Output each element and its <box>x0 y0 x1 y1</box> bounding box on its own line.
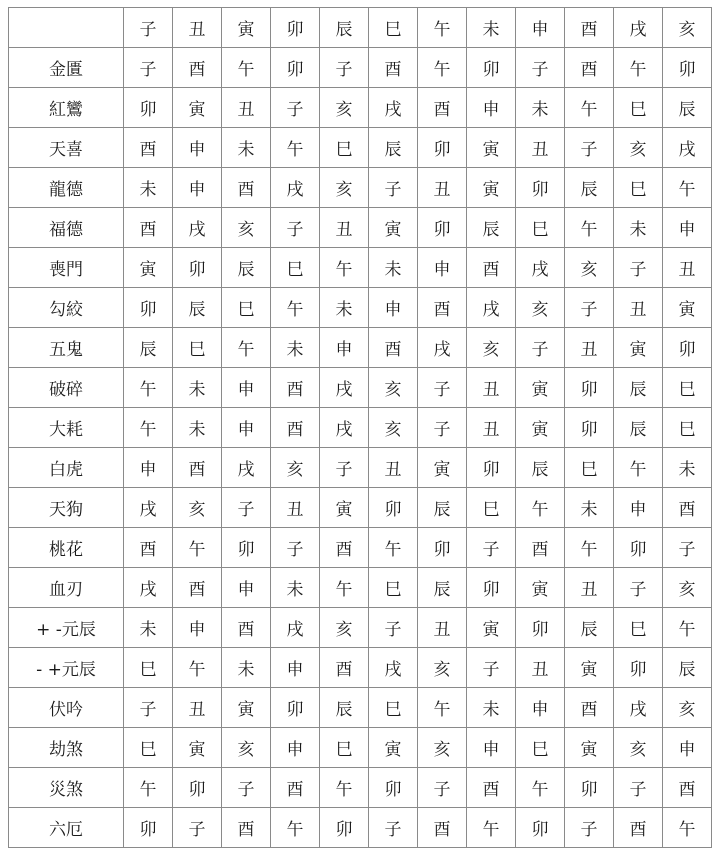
table-cell: 卯 <box>124 808 173 848</box>
table-row <box>9 288 712 328</box>
table-cell: 戌 <box>124 488 173 528</box>
table-cell: 卯 <box>369 488 418 528</box>
table-cell: 申 <box>369 288 418 328</box>
table-cell: 丑 <box>516 648 565 688</box>
table-cell: 酉 <box>369 328 418 368</box>
table-cell: 午 <box>565 528 614 568</box>
row-label: 五鬼 <box>9 328 124 368</box>
table-cell: 子 <box>565 288 614 328</box>
table-cell: 酉 <box>369 48 418 88</box>
table-cell: 戌 <box>614 688 663 728</box>
table-cell: 未 <box>320 288 369 328</box>
table-row <box>9 648 712 688</box>
table-cell: 卯 <box>418 528 467 568</box>
table-cell: 亥 <box>320 168 369 208</box>
table-cell: 子 <box>467 648 516 688</box>
table-cell: 卯 <box>173 768 222 808</box>
row-label: 破碎 <box>9 368 124 408</box>
table-cell: 辰 <box>418 488 467 528</box>
row-label: 大耗 <box>9 408 124 448</box>
table-cell: 子 <box>418 768 467 808</box>
row-label: 天狗 <box>9 488 124 528</box>
table-cell: 酉 <box>418 288 467 328</box>
table-cell: 午 <box>271 808 320 848</box>
table-cell: 寅 <box>369 208 418 248</box>
table-cell: 辰 <box>516 448 565 488</box>
header-cell: 子 <box>124 8 173 48</box>
table-cell: 卯 <box>614 528 663 568</box>
table-cell: 辰 <box>614 408 663 448</box>
table-cell: 未 <box>467 688 516 728</box>
header-cell: 午 <box>418 8 467 48</box>
table-cell: 未 <box>222 648 271 688</box>
table-cell: 子 <box>173 808 222 848</box>
table-cell: 午 <box>369 528 418 568</box>
table-row <box>9 728 712 768</box>
header-cell: 丑 <box>173 8 222 48</box>
table-row <box>9 808 712 848</box>
table-cell: 辰 <box>467 208 516 248</box>
table-cell: 子 <box>320 48 369 88</box>
table-cell: 未 <box>271 568 320 608</box>
table-cell: 申 <box>222 408 271 448</box>
table-cell: 丑 <box>418 168 467 208</box>
table-cell: 酉 <box>418 808 467 848</box>
table-cell: 未 <box>124 168 173 208</box>
table-cell: 巳 <box>516 728 565 768</box>
table-cell: 寅 <box>369 728 418 768</box>
table-cell: 卯 <box>565 768 614 808</box>
table-cell: 子 <box>222 768 271 808</box>
table-cell: 亥 <box>614 128 663 168</box>
header-row <box>9 8 712 48</box>
table-cell: 午 <box>222 328 271 368</box>
table-cell: 辰 <box>614 368 663 408</box>
table-row <box>9 688 712 728</box>
table-cell: 亥 <box>516 288 565 328</box>
table-cell: 辰 <box>565 168 614 208</box>
table-cell: 辰 <box>663 88 712 128</box>
row-label: 白虎 <box>9 448 124 488</box>
table-cell: 亥 <box>320 608 369 648</box>
table-cell: 酉 <box>173 448 222 488</box>
table-cell: 子 <box>271 208 320 248</box>
table-cell: 丑 <box>565 328 614 368</box>
header-cell: 辰 <box>320 8 369 48</box>
table-cell: 子 <box>271 88 320 128</box>
table-cell: 子 <box>565 808 614 848</box>
header-cell: 戌 <box>614 8 663 48</box>
table-row <box>9 608 712 648</box>
table-cell: 子 <box>418 408 467 448</box>
table-cell: 子 <box>614 768 663 808</box>
table-cell: 丑 <box>320 208 369 248</box>
table-cell: 寅 <box>467 168 516 208</box>
table-cell: 寅 <box>516 368 565 408</box>
table-cell: 卯 <box>271 688 320 728</box>
table-cell: 亥 <box>565 248 614 288</box>
table-cell: 亥 <box>369 408 418 448</box>
table-cell: 未 <box>516 88 565 128</box>
table-cell: 申 <box>467 728 516 768</box>
table-cell: 午 <box>418 48 467 88</box>
table-cell: 子 <box>320 448 369 488</box>
table-cell: 申 <box>173 608 222 648</box>
table-cell: 卯 <box>467 48 516 88</box>
table-cell: 辰 <box>222 248 271 288</box>
table-cell: 酉 <box>222 168 271 208</box>
table-cell: 酉 <box>565 688 614 728</box>
table-cell: 卯 <box>222 528 271 568</box>
table-row <box>9 48 712 88</box>
table-cell: 亥 <box>173 488 222 528</box>
table-cell: 酉 <box>663 488 712 528</box>
table-cell: 辰 <box>369 128 418 168</box>
header-cell: 卯 <box>271 8 320 48</box>
table-cell: 酉 <box>467 768 516 808</box>
row-label: 龍德 <box>9 168 124 208</box>
table-cell: 辰 <box>418 568 467 608</box>
table-cell: 未 <box>173 408 222 448</box>
table-cell: 午 <box>320 768 369 808</box>
table-cell: 申 <box>124 448 173 488</box>
table-cell: 申 <box>173 128 222 168</box>
row-label: 金匱 <box>9 48 124 88</box>
table-cell: 戌 <box>320 368 369 408</box>
table-cell: 午 <box>614 48 663 88</box>
table-cell: 午 <box>663 808 712 848</box>
table-cell: 酉 <box>124 208 173 248</box>
table-cell: 巳 <box>369 688 418 728</box>
table-cell: 寅 <box>516 568 565 608</box>
table-cell: 戌 <box>663 128 712 168</box>
table-cell: 酉 <box>663 768 712 808</box>
table-cell: 午 <box>516 488 565 528</box>
table-cell: 酉 <box>320 528 369 568</box>
table-cell: 戌 <box>124 568 173 608</box>
row-label: + -元辰 <box>9 608 124 648</box>
table-cell: 未 <box>271 328 320 368</box>
table-cell: 寅 <box>173 88 222 128</box>
table-cell: 亥 <box>222 208 271 248</box>
table-cell: 子 <box>369 608 418 648</box>
table-cell: 午 <box>663 608 712 648</box>
table-cell: 申 <box>663 728 712 768</box>
table-cell: 亥 <box>418 728 467 768</box>
table-cell: 辰 <box>173 288 222 328</box>
table-cell: 未 <box>565 488 614 528</box>
table-cell: 丑 <box>173 688 222 728</box>
table-cell: 巳 <box>320 128 369 168</box>
table-cell: 寅 <box>663 288 712 328</box>
table-cell: 未 <box>663 448 712 488</box>
table-cell: 戌 <box>369 648 418 688</box>
table-cell: 酉 <box>320 648 369 688</box>
header-cell: 未 <box>467 8 516 48</box>
table-cell: 巳 <box>271 248 320 288</box>
table-cell: 卯 <box>663 328 712 368</box>
table-cell: 申 <box>516 688 565 728</box>
table-cell: 午 <box>565 208 614 248</box>
table-cell: 卯 <box>369 768 418 808</box>
table-cell: 午 <box>271 128 320 168</box>
table-cell: 寅 <box>124 248 173 288</box>
table-cell: 午 <box>663 168 712 208</box>
table-cell: 申 <box>222 368 271 408</box>
table-cell: 子 <box>663 528 712 568</box>
table-cell: 午 <box>173 648 222 688</box>
table-cell: 酉 <box>565 48 614 88</box>
header-cell: 酉 <box>565 8 614 48</box>
header-cell: 亥 <box>663 8 712 48</box>
table-cell: 申 <box>614 488 663 528</box>
table-cell: 亥 <box>222 728 271 768</box>
table-cell: 辰 <box>565 608 614 648</box>
table-cell: 亥 <box>418 648 467 688</box>
table-cell: 午 <box>124 408 173 448</box>
table-cell: 卯 <box>516 808 565 848</box>
table-cell: 未 <box>124 608 173 648</box>
table-cell: 未 <box>222 128 271 168</box>
header-cell: 巳 <box>369 8 418 48</box>
table-cell: 卯 <box>467 568 516 608</box>
table-cell: 戌 <box>467 288 516 328</box>
table-cell: 午 <box>124 368 173 408</box>
table-cell: 午 <box>614 448 663 488</box>
table-cell: 巳 <box>173 328 222 368</box>
table-cell: 辰 <box>124 328 173 368</box>
table-cell: 子 <box>614 568 663 608</box>
table-cell: 寅 <box>565 728 614 768</box>
table-cell: 申 <box>173 168 222 208</box>
table-cell: 子 <box>467 528 516 568</box>
table-cell: 丑 <box>565 568 614 608</box>
corner-cell <box>9 8 124 48</box>
table-cell: 酉 <box>516 528 565 568</box>
table-cell: 卯 <box>320 808 369 848</box>
table-row <box>9 328 712 368</box>
table-cell: 酉 <box>614 808 663 848</box>
table-cell: 子 <box>516 48 565 88</box>
row-label: 六厄 <box>9 808 124 848</box>
row-label: 災煞 <box>9 768 124 808</box>
table-cell: 午 <box>271 288 320 328</box>
table-cell: 子 <box>516 328 565 368</box>
table-cell: 寅 <box>516 408 565 448</box>
table-cell: 寅 <box>614 328 663 368</box>
table-row <box>9 768 712 808</box>
table-cell: 酉 <box>173 568 222 608</box>
row-label: 喪門 <box>9 248 124 288</box>
table-cell: 寅 <box>222 688 271 728</box>
table-cell: 子 <box>124 688 173 728</box>
table-row <box>9 88 712 128</box>
table-cell: 酉 <box>124 528 173 568</box>
table-cell: 子 <box>271 528 320 568</box>
table-cell: 巳 <box>124 648 173 688</box>
table-cell: 寅 <box>320 488 369 528</box>
table-cell: 寅 <box>467 128 516 168</box>
table-cell: 寅 <box>173 728 222 768</box>
table-cell: 卯 <box>516 608 565 648</box>
row-label: 福德 <box>9 208 124 248</box>
table-cell: 午 <box>565 88 614 128</box>
row-label: 勾絞 <box>9 288 124 328</box>
header-cell: 申 <box>516 8 565 48</box>
table-cell: 子 <box>369 808 418 848</box>
table-cell: 戌 <box>271 168 320 208</box>
table-cell: 未 <box>614 208 663 248</box>
table-cell: 丑 <box>467 408 516 448</box>
table-cell: 巳 <box>614 88 663 128</box>
table-row <box>9 408 712 448</box>
table-cell: 巳 <box>663 368 712 408</box>
table-cell: 申 <box>222 568 271 608</box>
table-cell: 卯 <box>516 168 565 208</box>
table-cell: 亥 <box>320 88 369 128</box>
table-cell: 丑 <box>516 128 565 168</box>
table-cell: 午 <box>516 768 565 808</box>
table-cell: 巳 <box>663 408 712 448</box>
table-cell: 巳 <box>565 448 614 488</box>
table-cell: 戌 <box>320 408 369 448</box>
table-cell: 未 <box>369 248 418 288</box>
table-cell: 子 <box>565 128 614 168</box>
table-cell: 卯 <box>418 208 467 248</box>
table-cell: 酉 <box>222 808 271 848</box>
table-cell: 卯 <box>467 448 516 488</box>
table-row <box>9 248 712 288</box>
table-cell: 亥 <box>614 728 663 768</box>
table-cell: 卯 <box>418 128 467 168</box>
table-cell: 丑 <box>222 88 271 128</box>
table-cell: 戌 <box>222 448 271 488</box>
table-cell: 戌 <box>271 608 320 648</box>
table-cell: 申 <box>320 328 369 368</box>
table-row <box>9 368 712 408</box>
table-row <box>9 208 712 248</box>
table-cell: 卯 <box>124 88 173 128</box>
table-row <box>9 128 712 168</box>
table-cell: 申 <box>467 88 516 128</box>
table-cell: 寅 <box>467 608 516 648</box>
table-cell: 午 <box>222 48 271 88</box>
row-label: 血刃 <box>9 568 124 608</box>
table-cell: 酉 <box>271 408 320 448</box>
table-cell: 巳 <box>467 488 516 528</box>
table-cell: 子 <box>614 248 663 288</box>
table-cell: 戌 <box>418 328 467 368</box>
table-cell: 巳 <box>124 728 173 768</box>
table-cell: 申 <box>271 728 320 768</box>
table-cell: 午 <box>173 528 222 568</box>
table-cell: 酉 <box>124 128 173 168</box>
table-cell: 子 <box>418 368 467 408</box>
table-cell: 戌 <box>369 88 418 128</box>
table-cell: 申 <box>418 248 467 288</box>
table-row <box>9 488 712 528</box>
table-cell: 丑 <box>418 608 467 648</box>
table-cell: 辰 <box>663 648 712 688</box>
table-cell: 卯 <box>614 648 663 688</box>
table-cell: 子 <box>124 48 173 88</box>
table-cell: 卯 <box>663 48 712 88</box>
table-row <box>9 568 712 608</box>
table-cell: 酉 <box>467 248 516 288</box>
table-cell: 丑 <box>614 288 663 328</box>
table-cell: 戌 <box>516 248 565 288</box>
table-body <box>9 48 712 848</box>
table-row <box>9 168 712 208</box>
table-cell: 卯 <box>173 248 222 288</box>
header-cell: 寅 <box>222 8 271 48</box>
table-cell: 巳 <box>614 168 663 208</box>
table-cell: 丑 <box>467 368 516 408</box>
table-cell: 亥 <box>663 568 712 608</box>
row-label: 天喜 <box>9 128 124 168</box>
table-cell: 申 <box>663 208 712 248</box>
row-label: - +元辰 <box>9 648 124 688</box>
table-cell: 酉 <box>222 608 271 648</box>
row-label: 伏吟 <box>9 688 124 728</box>
table-cell: 巳 <box>614 608 663 648</box>
table-cell: 子 <box>369 168 418 208</box>
table-cell: 酉 <box>271 768 320 808</box>
table-cell: 巳 <box>222 288 271 328</box>
table-cell: 亥 <box>663 688 712 728</box>
table-cell: 午 <box>320 568 369 608</box>
table-cell: 未 <box>173 368 222 408</box>
table-cell: 巳 <box>516 208 565 248</box>
table-cell: 丑 <box>369 448 418 488</box>
table-cell: 亥 <box>271 448 320 488</box>
table-cell: 丑 <box>271 488 320 528</box>
table-row <box>9 448 712 488</box>
row-label: 劫煞 <box>9 728 124 768</box>
stars-branch-table <box>8 7 712 848</box>
table-cell: 巳 <box>369 568 418 608</box>
table-cell: 巳 <box>320 728 369 768</box>
table-cell: 午 <box>467 808 516 848</box>
table-cell: 卯 <box>124 288 173 328</box>
row-label: 桃花 <box>9 528 124 568</box>
table-row <box>9 528 712 568</box>
table-cell: 卯 <box>565 408 614 448</box>
table-cell: 寅 <box>565 648 614 688</box>
table-cell: 午 <box>124 768 173 808</box>
table-cell: 丑 <box>663 248 712 288</box>
table-cell: 亥 <box>369 368 418 408</box>
table-cell: 子 <box>222 488 271 528</box>
row-label: 紅鸞 <box>9 88 124 128</box>
table-cell: 卯 <box>565 368 614 408</box>
table-cell: 午 <box>320 248 369 288</box>
table-cell: 酉 <box>418 88 467 128</box>
table-cell: 卯 <box>271 48 320 88</box>
table-cell: 午 <box>418 688 467 728</box>
table-cell: 申 <box>271 648 320 688</box>
table-cell: 酉 <box>271 368 320 408</box>
table-cell: 亥 <box>467 328 516 368</box>
table-cell: 辰 <box>320 688 369 728</box>
table-cell: 戌 <box>173 208 222 248</box>
table-cell: 酉 <box>173 48 222 88</box>
table-cell: 寅 <box>418 448 467 488</box>
